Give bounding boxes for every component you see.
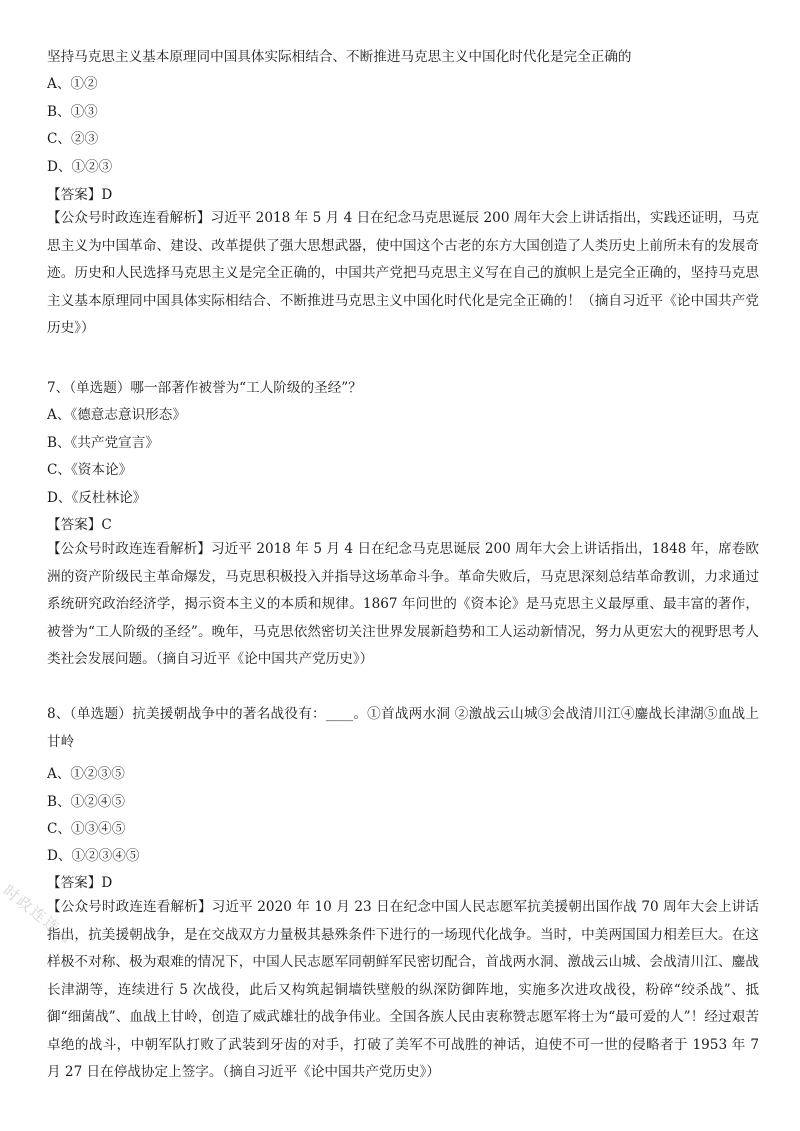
q8-option-c: C、①③④⑤ <box>47 821 126 837</box>
q7-option-a: A、《德意志意识形态》 <box>47 407 186 423</box>
q6-lead-text: 坚持马克思主义基本原理同中国具体实际相结合、不断推进马克思主义中国化时代化是完全正确的 <box>47 49 632 65</box>
watermark: 时政连连看 <box>0 881 78 949</box>
q7-question: 7、（单选题）哪一部著作被誉为“工人阶级的圣经”？ <box>47 380 362 396</box>
q6-option-c: C、②③ <box>47 131 99 147</box>
q8-question: 8、（单选题）抗美援朝战争中的著名战役有：____。①首战两水洞 ②激战云山城③会战清川江④鏖战长津湖⑤血战上甘岭 <box>47 706 759 750</box>
q7-analysis: 【公众号时政连连看解析】习近平 2018 年 5 月 4 日在纪念马克思诞辰 200 周年大会上讲话指出，1848 年，席卷欧洲的资产阶级民主革命爆发，马克思积极投入并指导这场革命斗争。革命失败后，马克思深刻总结革命教训，力求通过系统研究政治经济学，揭示资本主义的本质和规律。1867 年问世的《资本论》是马克思主义最厚重、最丰富的著作，被誉为“工人阶级的圣经”。晚年，马克思依然密切关注世界发展新趋势和工人运动新情况，努力从更宏大的视野思考人类社会发展问题。（摘自习近平《论中国共产党历史》） <box>47 541 759 667</box>
q8-analysis: 【公众号时政连连看解析】习近平 2020 年 10 月 23 日在纪念中国人民志愿军抗美援朝出国作战 70 周年大会上讲话指出，抗美援朝战争，是在交战双方力量极其悬殊条件下进行的一场现代化战争。当时，中美两国国力相差巨大。在这样极不对称、极为艰难的情况下，中国人民志愿军同朝鲜军民密切配合，首战两水洞、激战云山城、会战清川江、鏖战长津湖等，连续进行 5 次战役，此后又构筑起铜墙铁壁般的纵深防御阵地，实施多次进攻战役，粉碎“绞杀战”、抵御“细菌战”、血战上甘岭，创造了威武雄壮的战争伟业。全国各族人民由衷称赞志愿军将士为“最可爱的人”！经过艰苦卓绝的战斗，中朝军队打败了武装到牙齿的对手，打破了美军不可战胜的神话，迫使不可一世的侵略者于 1953 年 7 月 27 日在停战协定上签字。（摘自习近平《论中国共产党历史》） <box>47 899 759 1080</box>
q8-answer: 【答案】D <box>47 875 113 891</box>
q6-option-d: D、①②③ <box>47 159 113 175</box>
q7-option-d: D、《反杜林论》 <box>47 490 147 506</box>
q6-option-a: A、①② <box>47 76 98 92</box>
q7-option-c: C、《资本论》 <box>47 462 133 478</box>
q6-answer: 【答案】D <box>47 187 113 203</box>
q8-option-b: B、①②④⑤ <box>47 794 125 810</box>
q6-analysis: 【公众号时政连连看解析】习近平 2018 年 5 月 4 日在纪念马克思诞辰 200 周年大会上讲话指出，实践还证明，马克思主义为中国革命、建设、改革提供了强大思想武器，使中国这个古老的东方大国创造了人类历史上前所未有的发展奇迹。历史和人民选择马克思主义是完全正确的，中国共产党把马克思主义写在自己的旗帜上是完全正确的，坚持马克思主义基本原理同中国具体实际相结合、不断推进马克思主义中国化时代化是完全正确的！（摘自习近平《论中国共产党历史》） <box>47 210 759 336</box>
q8-option-a: A、①②③⑤ <box>47 766 125 782</box>
q6-option-b: B、①③ <box>47 104 98 120</box>
q8-option-d: D、①②③④⑤ <box>47 848 140 864</box>
q7-option-b: B、《共产党宣言》 <box>47 435 159 451</box>
q7-answer: 【答案】C <box>47 517 112 533</box>
